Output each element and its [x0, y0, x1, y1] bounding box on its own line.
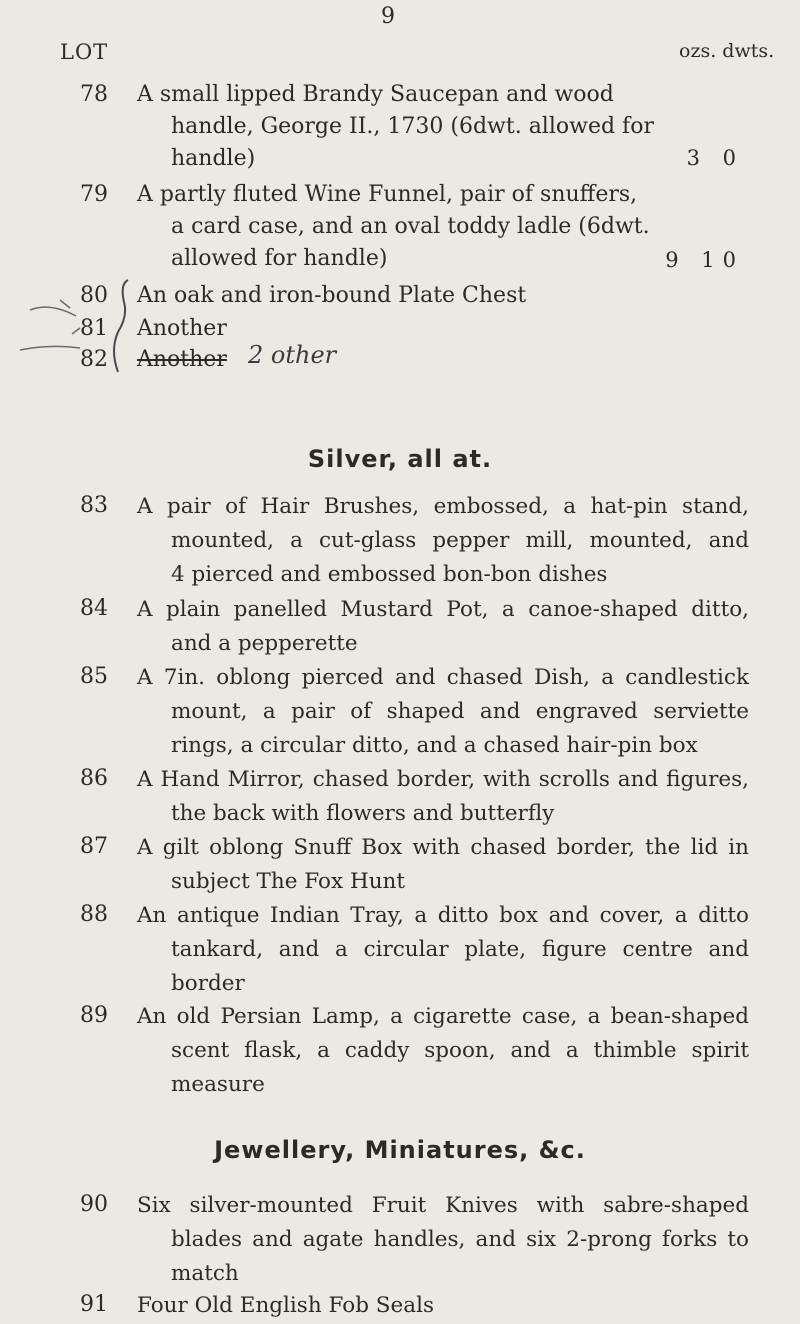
lot-column-header: LOT	[60, 40, 109, 64]
section-heading-jewellery: Jewellery, Miniatures, &c.	[214, 1136, 586, 1164]
description-line: A partly fluted Wine Funnel, pair of snuffers,	[137, 182, 638, 207]
lot-number: 88	[80, 902, 108, 927]
description-line: rings, a circular ditto, and a chased hair-pin box	[171, 733, 698, 758]
lot-number: 79	[80, 182, 108, 207]
lot-number: 83	[80, 493, 108, 518]
description-line: and a pepperette	[171, 631, 358, 656]
section-heading-silver: Silver, all at.	[307, 445, 493, 473]
description-line: scent flask, a caddy spoon, and a thimble spirit	[171, 1038, 749, 1063]
lot-description	[137, 1289, 749, 1323]
lot-description	[137, 1000, 749, 1102]
description-line: Another	[137, 347, 227, 372]
description-line: mounted, a cut-glass pepper mill, mounted, and	[171, 528, 749, 553]
lot-description	[137, 661, 749, 763]
lot-description	[137, 899, 749, 1001]
description-line: An antique Indian Tray, a ditto box and cover, a ditto	[137, 903, 749, 928]
description-line: tankard, and a circular plate, figure centre and	[171, 937, 749, 962]
lot-description	[137, 313, 667, 345]
description-line: A gilt oblong Snuff Box with chased border, the lid in	[137, 835, 749, 860]
weight-units-header: ozs. dwts.	[679, 40, 775, 62]
page-number: 9	[381, 4, 395, 29]
lot-description	[137, 1189, 749, 1291]
lot-number: 89	[80, 1003, 108, 1028]
lot-description	[137, 280, 667, 312]
description-line: An oak and iron-bound Plate Chest	[137, 283, 527, 308]
description-line: A plain panelled Mustard Pot, a canoe-shaped ditto,	[137, 597, 749, 622]
description-line: match	[171, 1261, 239, 1286]
description-line: measure	[171, 1072, 265, 1097]
lot-description	[137, 593, 749, 661]
lot-weight: 3 0	[686, 146, 744, 170]
description-line: A 7in. oblong pierced and chased Dish, a candlestick	[137, 665, 749, 690]
lot-number: 82	[80, 347, 108, 372]
description-line: allowed for handle)	[171, 246, 388, 271]
description-line: handle)	[171, 146, 256, 171]
description-line: the back with flowers and butterfly	[171, 801, 555, 826]
handwritten-note: 2 other	[248, 341, 337, 369]
description-line: Four Old English Fob Seals	[137, 1293, 434, 1318]
description-line: An old Persian Lamp, a cigarette case, a bean-shaped	[137, 1004, 749, 1029]
description-line: a card case, and an oval toddy ladle (6dwt.	[171, 214, 650, 239]
lot-number: 81	[80, 316, 108, 341]
lot-description	[137, 490, 749, 592]
description-line: A small lipped Brandy Saucepan and wood	[137, 82, 614, 107]
margin-pencil-marks	[0, 270, 140, 380]
lot-number: 91	[80, 1292, 108, 1317]
description-line: mount, a pair of shaped and engraved serviette	[171, 699, 749, 724]
lot-weight: 9 10	[665, 248, 744, 272]
description-line: subject The Fox Hunt	[171, 869, 406, 894]
description-line: A pair of Hair Brushes, embossed, a hat-pin stand,	[137, 494, 749, 519]
lot-description	[137, 763, 749, 831]
lot-description	[137, 179, 667, 275]
lot-number: 87	[80, 834, 108, 859]
lot-description	[137, 831, 749, 899]
lot-number: 85	[80, 664, 108, 689]
lot-number: 90	[80, 1192, 108, 1217]
description-line: 4 pierced and embossed bon-bon dishes	[171, 562, 608, 587]
description-line: blades and agate handles, and six 2-prong forks to	[171, 1227, 749, 1252]
lot-number: 80	[80, 283, 108, 308]
lot-number: 78	[80, 82, 108, 107]
description-line: Six silver-mounted Fruit Knives with sabre-shaped	[137, 1193, 749, 1218]
description-line: Another	[137, 316, 227, 341]
description-line: A Hand Mirror, chased border, with scrolls and figures,	[137, 767, 749, 792]
lot-description	[137, 344, 667, 376]
description-line: handle, George II., 1730 (6dwt. allowed for	[171, 114, 654, 139]
lot-number: 86	[80, 766, 108, 791]
lot-description	[137, 79, 667, 175]
lot-number: 84	[80, 596, 108, 621]
description-line: border	[171, 971, 245, 996]
